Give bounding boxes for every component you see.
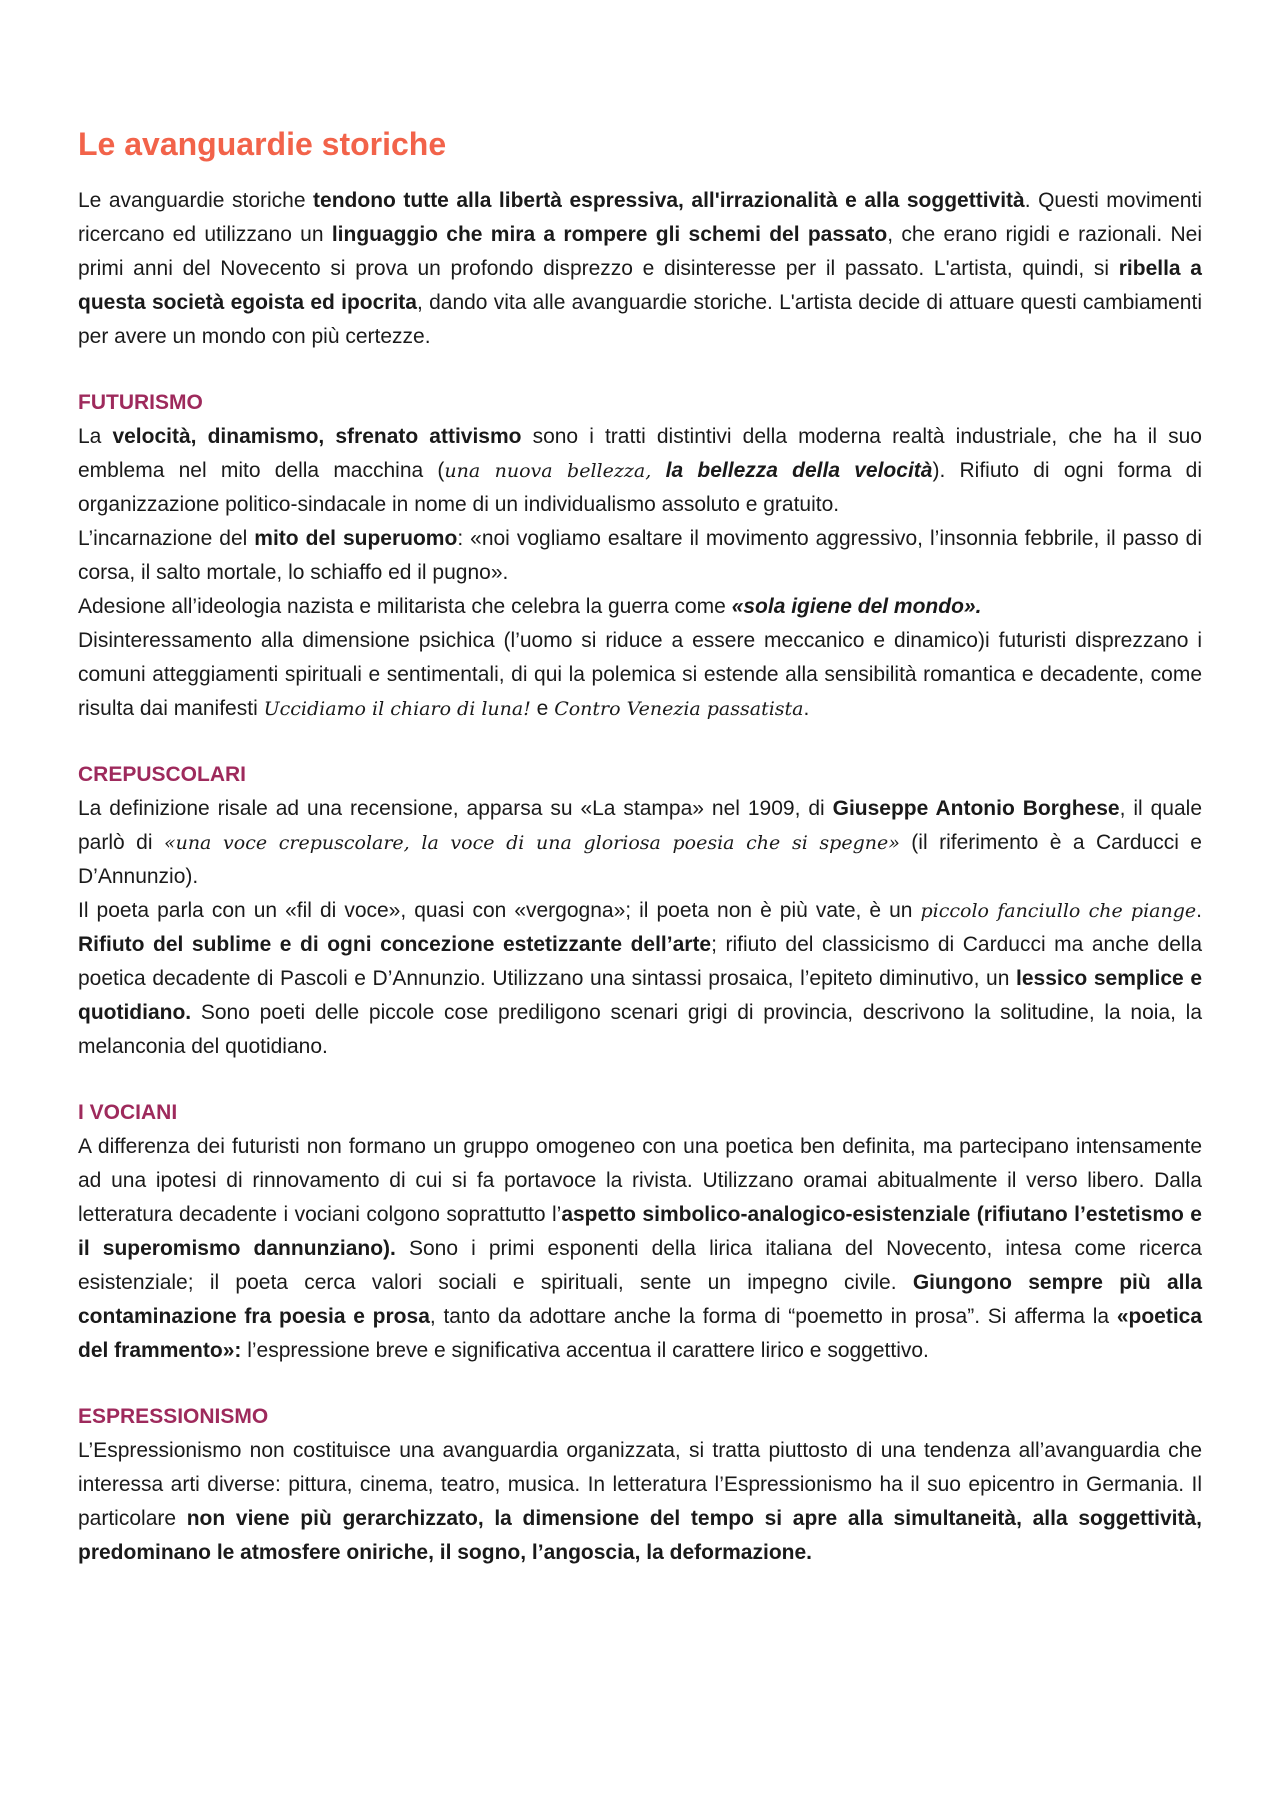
text: , il quale parlò di <box>78 797 1202 854</box>
bold-text: Giungono sempre più alla contaminazione fra poesia e prosa <box>78 1271 1202 1328</box>
paragraph <box>78 792 1202 894</box>
text: e <box>530 697 555 720</box>
section-heading: ESPRESSIONISMO <box>78 1405 269 1428</box>
text: Il poeta parla con un «fil di voce», quasi con «vergogna»; il poeta non è più vate, è un <box>78 899 921 922</box>
italic-text: Uccidiamo il chiaro di luna! <box>263 698 531 720</box>
text: Sono i primi esponenti della lirica italiana del Novecento, intesa come ricerca esistenziale; il poeta cerca valori sociali e spirituali, sente un impegno civile. <box>78 1237 1202 1294</box>
text: (il riferimento è a Carducci e D’Annunzio). <box>78 831 1202 888</box>
page-title: Le avanguardie storiche <box>78 126 447 162</box>
text: A differenza dei futuristi non formano un gruppo omogeneo con una poetica ben definita, ma partecipano intensamente ad una ipotesi di rinnovamento di cui si fa portavoce la rivista. Utilizzano oramai abitualmente il verso libero. Dalla letteratura decadente i vociani colgono soprattutto l’ <box>78 1135 1202 1226</box>
section-futurismo <box>78 386 1202 726</box>
bold-text: velocità, dinamismo, sfrenato attivismo <box>112 425 522 448</box>
text: L’Espressionismo non costituisce una avanguardia organizzata, si tratta piuttosto di una tendenza all’avanguardia che interessa arti diverse: pittura, cinema, teatro, musica. In letteratura l’Espressionismo ha il suo epicentro in Germania. Il particolare <box>78 1439 1202 1530</box>
intro-bold: linguaggio che mira a rompere gli schemi del passato <box>331 223 888 246</box>
bold-text: mito del superuomo <box>254 527 458 550</box>
text: Disinteressamento alla dimensione psichica (l’uomo si riduce a essere meccanico e dinamico)i futuristi disprezzano i comuni atteggiamenti spirituali e sentimentali, di qui la polemica si estende alla sensibilità romantica e decadente, come risulta dai manifesti <box>78 629 1202 720</box>
paragraph <box>78 420 1202 522</box>
bold-text: aspetto simbolico-analogico-esistenziale (rifiutano l’estetismo e il superomismo dannunziano). <box>78 1203 1202 1260</box>
text: Sono poeti delle piccole cose prediligono scenari grigi di provincia, descrivono la solitudine, la noia, la melanconia del quotidiano. <box>78 1001 1202 1058</box>
bold-text: «poetica del frammento»: <box>78 1305 1203 1362</box>
section-heading: FUTURISMO <box>78 391 203 414</box>
text: Adesione all’ideologia nazista e militarista che celebra la guerra come <box>78 595 732 618</box>
section-vociani <box>78 1096 1202 1368</box>
intro-paragraph <box>78 184 1202 354</box>
section-espressionismo <box>78 1400 1202 1570</box>
text: l’espressione breve e significativa accentua il carattere lirico e soggettivo. <box>241 1339 929 1362</box>
paragraph <box>78 894 1202 1064</box>
bold-text: Giuseppe Antonio Borghese <box>832 797 1120 820</box>
section-heading: CREPUSCOLARI <box>78 763 247 786</box>
intro-text: , che erano rigidi e razionali. Nei primi anni del Novecento si prova un profondo disprezzo e disinteresse per il passato. L'artista, quindi, si <box>78 223 1202 280</box>
text: ; rifiuto del classicismo di Carducci ma anche della poetica decadente di Pascoli e D’Annunzio. Utilizzano una sintassi prosaica, l’epiteto diminutivo, un <box>78 933 1202 990</box>
italic-text: Contro Venezia passatista <box>554 698 804 720</box>
paragraph <box>78 624 1202 726</box>
text: . <box>803 697 810 720</box>
intro-text: . Questi movimenti ricercano ed utilizzano un <box>78 189 1202 246</box>
text: sono i tratti distintivi della moderna realtà industriale, che ha il suo emblema nel mito della macchina ( <box>78 425 1202 482</box>
italic-text: una nuova bellezza, <box>444 460 666 482</box>
intro-text: Le avanguardie storiche <box>78 189 314 212</box>
paragraph <box>78 1434 1202 1570</box>
text: La definizione risale ad una recensione, apparsa su «La stampa» nel 1909, di <box>78 797 833 820</box>
intro-bold: tendono tutte alla libertà espressiva, all'irrazionalità e alla soggettività <box>313 189 1025 212</box>
text: : «noi vogliamo esaltare il movimento aggressivo, l’insonnia febbrile, il passo di corsa, il salto mortale, lo schiaffo ed il pugno». <box>78 527 1202 584</box>
bold-text: non viene più gerarchizzato, la dimensione del tempo si apre alla simultaneità, alla soggettività, predominano le atmosfere oniriche, il sogno, l’angoscia, la deformazione. <box>78 1507 1202 1564</box>
intro-text: , dando vita alle avanguardie storiche. L'artista decide di attuare questi cambiamenti per avere un mondo con più certezze. <box>78 291 1202 348</box>
italic-text: «una voce crepuscolare, la voce di una gloriosa poesia che si spegne» <box>163 832 900 854</box>
bold-italic-text: «sola igiene del mondo». <box>731 595 982 618</box>
text: . <box>1196 899 1202 922</box>
bold-italic-text: la bellezza della velocità <box>665 459 933 482</box>
paragraph <box>78 590 1202 624</box>
text: ). Rifiuto di ogni forma di organizzazione politico-sindacale in nome di un individualismo assoluto e gratuito. <box>78 459 1202 516</box>
intro-bold: ribella a questa società egoista ed ipocrita <box>78 257 1202 314</box>
italic-text: piccolo fanciullo che piange <box>920 900 1197 922</box>
text: L’incarnazione del <box>78 527 255 550</box>
text: , tanto da adottare anche la forma di “poemetto in prosa”. Si afferma la <box>429 1305 1117 1328</box>
text: La <box>78 425 113 448</box>
bold-text: Rifiuto del sublime e di ogni concezione estetizzante dell’arte <box>78 933 712 956</box>
bold-text: lessico semplice e quotidiano. <box>78 967 1202 1024</box>
paragraph <box>78 522 1202 590</box>
section-crepuscolari <box>78 758 1202 1064</box>
section-heading: I VOCIANI <box>78 1101 178 1124</box>
paragraph <box>78 1130 1202 1368</box>
